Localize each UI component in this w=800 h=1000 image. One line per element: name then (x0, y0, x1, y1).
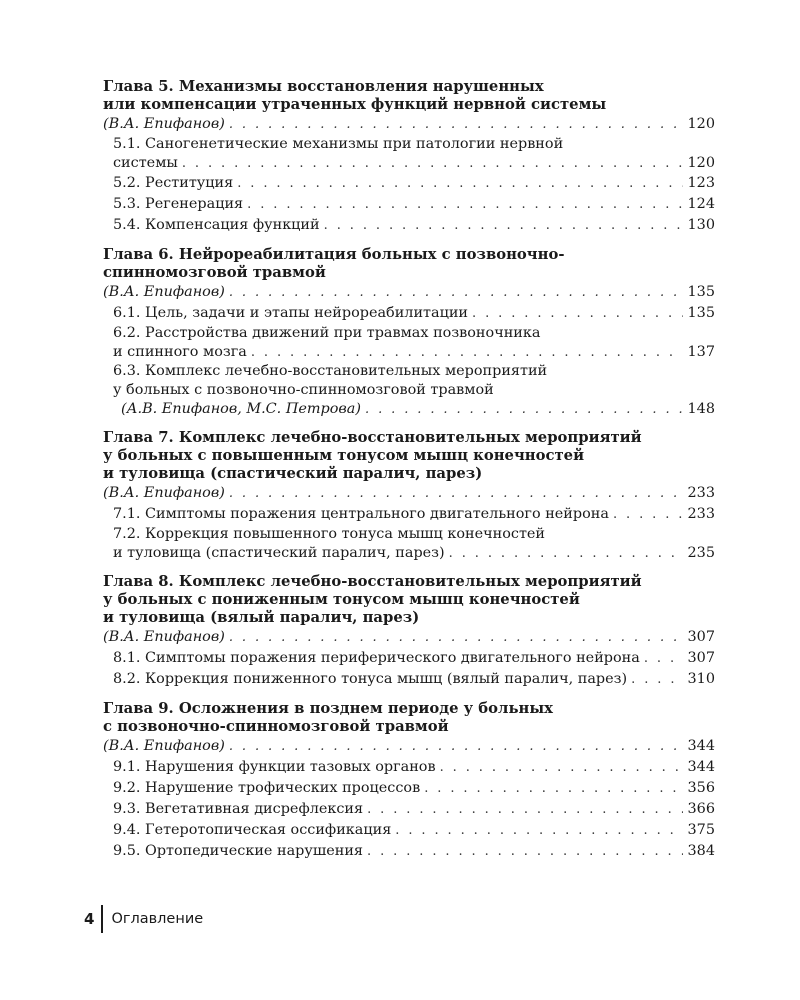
chapter-block (103, 573, 715, 690)
section-entry (103, 525, 715, 563)
section-entry-text: 7.1. Симптомы поражения центрального двигательного нейрона (113, 506, 609, 522)
chapter-title (103, 573, 715, 627)
chapter-author-text: (В.А. Епифанов) (103, 284, 225, 300)
chapter-author (103, 736, 715, 757)
section-entry (103, 799, 715, 820)
section-entry-text: 5.3. Регенерация (113, 196, 244, 212)
chapter-title (103, 246, 715, 282)
section-last-line-page: 235 (687, 545, 715, 561)
section-text-line: 5.1. Саногенетические механизмы при патологии нервной (113, 136, 564, 152)
section-last-line-text: и туловища (спастический паралич, парез) (113, 545, 445, 561)
section-entry-page: 124 (687, 196, 715, 212)
chapter-title-line: или компенсации утраченных функций нервной системы (103, 96, 607, 113)
chapter-author (103, 114, 715, 135)
dot-leader (631, 670, 683, 690)
dot-leader (449, 544, 683, 563)
dot-leader (367, 842, 683, 862)
section-entry-page: 123 (687, 175, 715, 191)
chapter-block (103, 700, 715, 862)
section-last-line-page: 148 (687, 401, 715, 417)
dot-leader (424, 779, 683, 799)
chapter-title-line: Глава 7. Комплекс лечебно-восстановительных мероприятий (103, 429, 642, 446)
chapter-author (103, 483, 715, 504)
chapter-block (103, 246, 715, 419)
section-entry-page: 375 (687, 822, 715, 838)
section-entry (103, 215, 715, 236)
section-entry-text: 9.5. Ортопедические нарушения (113, 843, 364, 859)
section-entry (103, 820, 715, 841)
section-entry-text: 5.4. Компенсация функций (113, 217, 320, 233)
section-entry (103, 778, 715, 799)
page-footer (84, 905, 203, 933)
section-entry-page: 366 (687, 801, 715, 817)
dot-leader (229, 484, 683, 504)
section-entry-text: 8.1. Симптомы поражения периферического двигательного нейрона (113, 650, 640, 666)
section-entry (103, 135, 715, 173)
section-entry-text: 8.2. Коррекция пониженного тонуса мышц (вялый паралич, парез) (113, 671, 628, 687)
section-entry-text: 9.2. Нарушение трофических процессов (113, 780, 421, 796)
section-entry-page: 356 (687, 780, 715, 796)
dot-leader (613, 505, 683, 525)
dot-leader (229, 115, 683, 135)
dot-leader (229, 737, 683, 757)
dot-leader (367, 800, 683, 820)
section-last-line (113, 544, 715, 563)
chapter-author-text: (В.А. Епифанов) (103, 485, 225, 501)
dot-leader (472, 304, 683, 324)
dot-leader (324, 216, 683, 236)
section-entry (103, 757, 715, 778)
section-entry-text: 5.2. Реституция (113, 175, 234, 191)
chapter-author-text: (В.А. Епифанов) (103, 629, 225, 645)
chapter-author-page: 135 (687, 284, 715, 300)
chapter-title-line: и туловища (спастический паралич, парез) (103, 465, 483, 482)
section-entry (103, 303, 715, 324)
dot-leader (365, 400, 683, 419)
section-text-line: у больных с позвоночно-спинномозговой травмой (113, 382, 494, 398)
section-last-line (113, 154, 715, 173)
section-last-line-text: (А.В. Епифанов, М.С. Петрова) (121, 401, 361, 417)
section-last-line-page: 137 (687, 344, 715, 360)
section-entry-page: 135 (687, 305, 715, 321)
section-entry (103, 324, 715, 362)
chapter-title (103, 700, 715, 736)
section-entry-page: 307 (687, 650, 715, 666)
chapter-author-text: (В.А. Епифанов) (103, 116, 225, 132)
dot-leader (440, 758, 683, 778)
dot-leader (251, 343, 683, 362)
dot-leader (395, 821, 683, 841)
chapter-author (103, 282, 715, 303)
section-entry-page: 344 (687, 759, 715, 775)
chapter-author-page: 233 (687, 485, 715, 501)
section-last-line-text: системы (113, 155, 178, 171)
section-entry (103, 173, 715, 194)
section-entry (103, 841, 715, 862)
section-text-line: 7.2. Коррекция повышенного тонуса мышц конечностей (113, 526, 546, 542)
chapter-title-line: и туловища (вялый паралич, парез) (103, 609, 420, 626)
chapter-author (103, 627, 715, 648)
dot-leader (247, 195, 683, 215)
section-last-line-text: и спинного мозга (113, 344, 247, 360)
chapter-author-page: 120 (687, 116, 715, 132)
section-text-line: 6.2. Расстройства движений при травмах позвоночника (113, 325, 541, 341)
chapter-title-line: Глава 8. Комплекс лечебно-восстановительных мероприятий (103, 573, 642, 590)
dot-leader (229, 628, 683, 648)
chapter-author-page: 344 (687, 738, 715, 754)
section-last-line-page: 120 (687, 155, 715, 171)
chapter-title-line: Глава 9. Осложнения в позднем периоде у больных (103, 700, 554, 717)
chapter-title-line: у больных с повышенным тонусом мышц конечностей (103, 447, 585, 464)
section-last-line (113, 400, 715, 419)
section-entry-page: 384 (687, 843, 715, 859)
chapter-author-page: 307 (687, 629, 715, 645)
dot-leader (182, 154, 683, 173)
section-entry (103, 504, 715, 525)
chapter-title (103, 429, 715, 483)
chapter-title-line: спинномозговой травмой (103, 264, 326, 281)
section-entry (103, 362, 715, 419)
chapter-title-line: Глава 5. Механизмы восстановления нарушенных (103, 78, 544, 95)
section-entry-text: 9.3. Вегетативная дисрефлексия (113, 801, 364, 817)
dot-leader (644, 649, 683, 669)
running-header-label: Оглавление (111, 911, 204, 927)
section-entry-page: 233 (687, 506, 715, 522)
section-last-line (113, 343, 715, 362)
chapter-block (103, 78, 715, 236)
section-entry-text: 9.4. Гетеротопическая оссификация (113, 822, 392, 838)
section-entry-page: 310 (687, 671, 715, 687)
dot-leader (237, 174, 683, 194)
section-entry (103, 648, 715, 669)
section-entry (103, 194, 715, 215)
section-text-line: 6.3. Комплекс лечебно-восстановительных мероприятий (113, 363, 548, 379)
section-entry-text: 9.1. Нарушения функции тазовых органов (113, 759, 436, 775)
chapter-title-line: с позвоночно-спинномозговой травмой (103, 718, 449, 735)
chapter-title-line: Глава 6. Нейрореабилитация больных с позвоночно- (103, 246, 565, 263)
section-entry (103, 669, 715, 690)
page-number: 4 (84, 910, 95, 928)
chapter-title-line: у больных с пониженным тонусом мышц конечностей (103, 591, 580, 608)
section-entry-page: 130 (687, 217, 715, 233)
chapter-block (103, 429, 715, 563)
chapter-title (103, 78, 715, 114)
section-entry-text: 6.1. Цель, задачи и этапы нейрореабилитации (113, 305, 469, 321)
dot-leader (229, 283, 683, 303)
chapter-author-text: (В.А. Епифанов) (103, 738, 225, 754)
table-of-contents (103, 78, 715, 872)
